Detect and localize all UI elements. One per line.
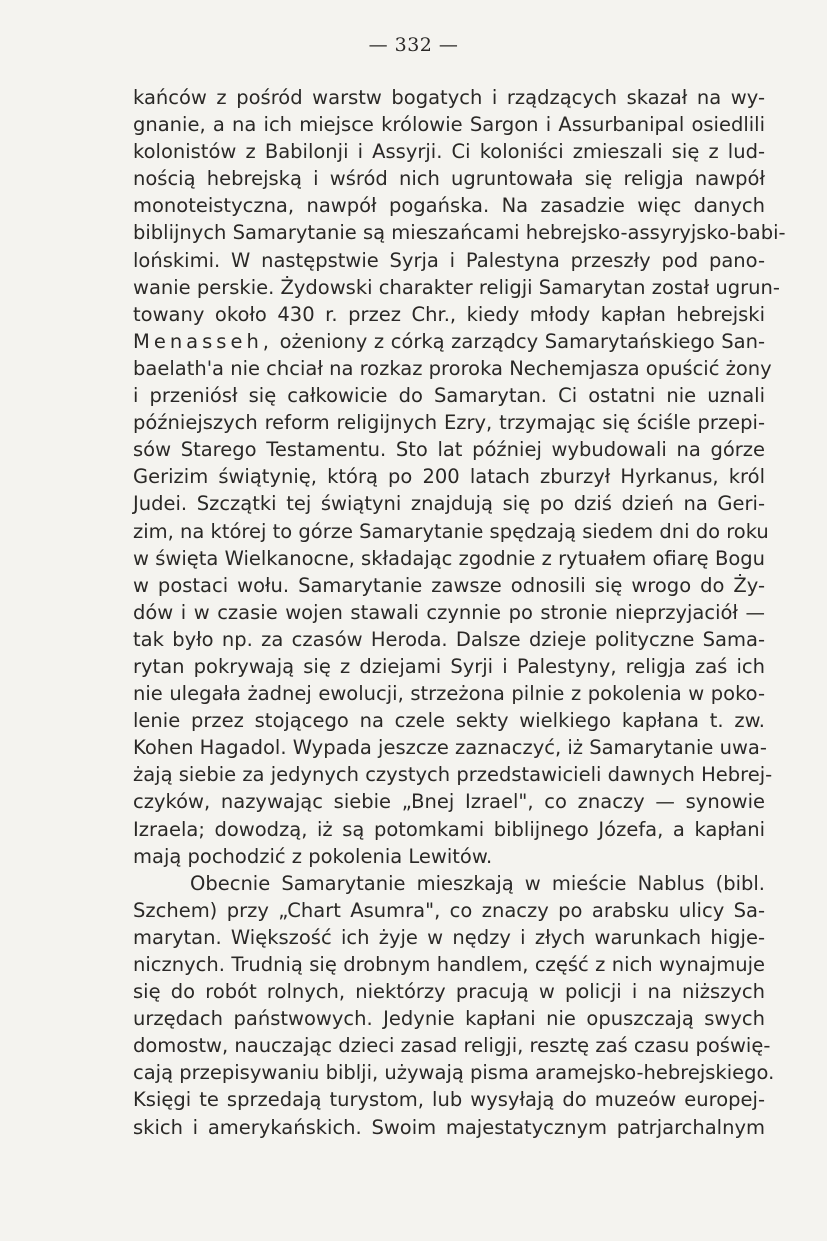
text-line: Kohen Hagadol. Wypada jeszcze zaznaczyć, iż Samarytanie uwa- (133, 736, 767, 760)
text-line: dów i w czasie wojen stawali czynnie po stronie nieprzyjaciół — (133, 600, 765, 624)
text-line: i przeniósł się całkowicie do Samarytan. Ci ostatni nie uznali (133, 384, 765, 408)
text-line: Księgi te sprzedają turystom, lub wysyłają do muzeów europej- (133, 1088, 765, 1112)
text-line: żają siebie za jedynych czystych przedstawicieli dawnych Hebrej- (133, 763, 773, 787)
text-line: kolonistów z Babilonji i Assyrji. Ci koloniści zmieszali się z lud- (133, 140, 765, 164)
text-line: Izraela; dowodzą, iż są potomkami biblijnego Józefa, a kapłani (133, 817, 765, 841)
text-line: cają przepisywaniu biblji, używają pisma aramejsko-hebrejskiego. (133, 1061, 775, 1085)
text-line: Szchem) przy „Chart Asumra", co znaczy po arabsku ulicy Sa- (133, 898, 765, 922)
text-line: lenie przez stojącego na czele sekty wielkiego kapłana t. zw. (133, 709, 765, 733)
page-number: — 332 — (368, 34, 459, 56)
text-line: mają pochodzić z pokolenia Lewitów. (133, 844, 493, 868)
text-line: marytan. Większość ich żyje w nędzy i złych warunkach higje- (133, 925, 765, 949)
text-line: monoteistyczna, nawpół pogańska. Na zasadzie więc danych (133, 194, 765, 218)
paragraph-1 (133, 84, 786, 870)
text-line: nicznych. Trudnią się drobnym handlem, część z nich wynajmuje (133, 953, 765, 976)
text-line: urzędach państwowych. Jedynie kapłani nie opuszczają swych (133, 1007, 765, 1031)
text-line: rytan pokrywają się z dziejami Syrji i Palestyny, religja zaś ich (133, 654, 765, 678)
text-line: biblijnych Samarytanie są mieszańcami hebrejsko-assyryjsko-babi- (133, 221, 786, 245)
text-line: lońskimi. W następstwie Syrja i Palestyna przeszły pod pano- (133, 248, 765, 272)
text-line: baelath'a nie chciał na rozkaz proroka Nechemjasza opuścić żony (133, 356, 772, 380)
text-line-rest: ożeniony z córką zarządcy Samarytańskiego San- (273, 329, 765, 353)
text-line: skich i amerykańskich. Swoim majestatycznym patrjarchalnym (133, 1115, 765, 1139)
paragraph-2 (133, 870, 775, 1141)
text-line: Gerizim świątynię, którą po 200 latach zburzył Hyrkanus, król (133, 465, 765, 489)
text-line: późniejszych reform religijnych Ezry, trzymając się ściśle przepi- (133, 411, 765, 435)
text-line: Judei. Szczątki tej świątyni znajdują się po dziś dzień na Geri- (133, 492, 765, 516)
text-line: w postaci wołu. Samarytanie zawsze odnosili się wrogo do Ży- (133, 573, 765, 597)
text-line: wanie perskie. Żydowski charakter religji Samarytan został ugrun- (133, 275, 780, 299)
text-line: nością hebrejską i wśród nich ugruntowała się religja nawpół (133, 167, 765, 191)
text-line: Obecnie Samarytanie mieszkają w mieście Nablus (bibl. (190, 871, 765, 895)
text-line: się do robót rolnych, niektórzy pracują w policji i na niższych (133, 980, 765, 1004)
text-line: zim, na której to górze Samarytanie spędzają siedem dni do roku (133, 519, 769, 543)
text-line: domostw, nauczając dzieci zasad religji, resztę zaś czasu poświę- (133, 1034, 771, 1058)
text-line: sów Starego Testamentu. Sto lat później wybudowali na górze (133, 438, 765, 462)
text-line: czyków, nazywając siebie „Bnej Izrael", co znaczy — synowie (133, 790, 765, 814)
body-text (133, 84, 786, 1141)
text-line: tak było np. za czasów Heroda. Dalsze dzieje polityczne Sama- (133, 627, 765, 651)
person-name-menasseh: Menasseh, (133, 329, 274, 353)
text-line: gnanie, a na ich miejsce królowie Sargon i Assurbanipal osiedlili (133, 113, 765, 137)
text-line: nie ulegała żadnej ewolucji, strzeżona pilnie z pokolenia w poko- (133, 682, 765, 706)
text-line: w święta Wielkanocne, składając zgodnie z rytuałem ofiarę Bogu (133, 546, 765, 570)
text-line (133, 328, 765, 355)
text-line: kańców z pośród warstw bogatych i rządzących skazał na wy- (133, 86, 765, 109)
text-line: towany około 430 r. przez Chr., kiedy młody kapłan hebrejski (133, 302, 765, 326)
